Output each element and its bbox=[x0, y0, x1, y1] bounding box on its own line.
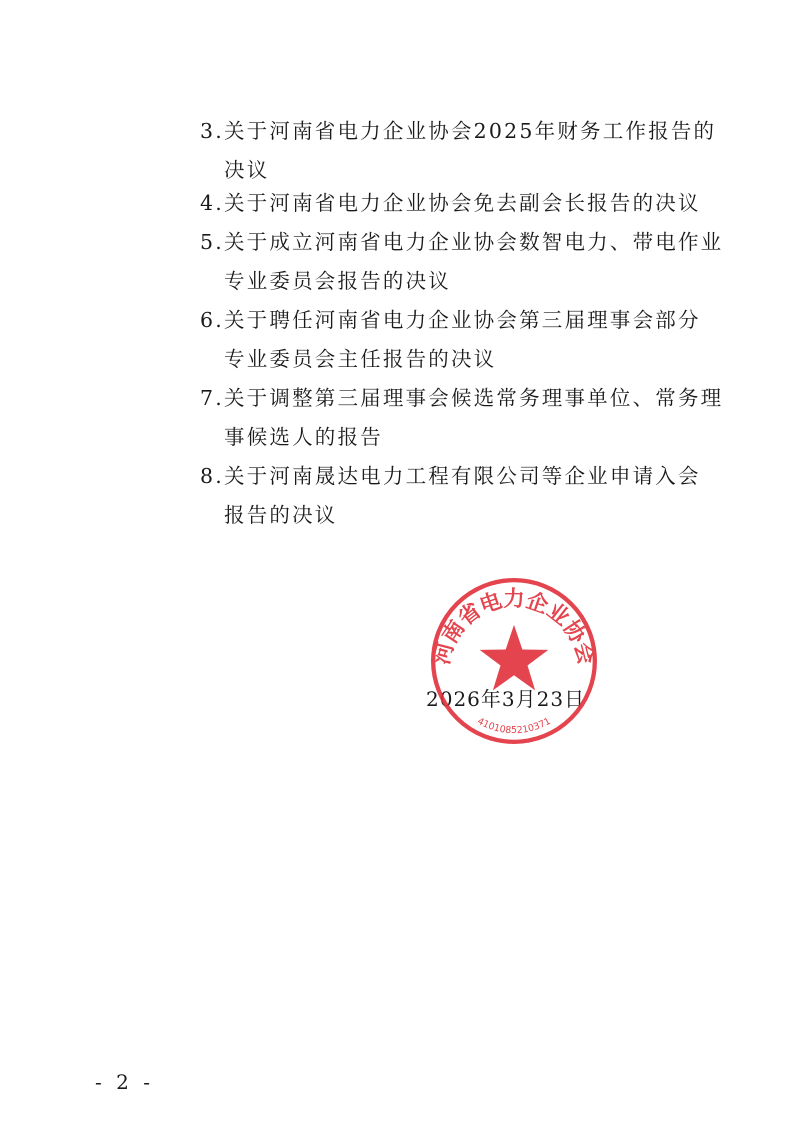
seal-code-text: 4101085210371 bbox=[475, 715, 553, 737]
list-item bbox=[200, 379, 724, 457]
item-number: 5. bbox=[200, 230, 224, 254]
list-item bbox=[200, 301, 700, 379]
item-line-continued: 报告的决议 bbox=[224, 503, 338, 527]
item-text: 关于调整第三届理事会候选常务理事单位、常务理 bbox=[223, 386, 724, 410]
item-line bbox=[200, 112, 717, 151]
item-line-continued: 事候选人的报告 bbox=[224, 425, 383, 449]
item-text: 关于河南省电力企业协会免去副会长报告的决议 bbox=[223, 191, 701, 215]
page-number: - 2 - bbox=[95, 1070, 154, 1094]
item-number: 7. bbox=[200, 386, 224, 410]
item-number: 4. bbox=[200, 191, 224, 215]
item-number: 3. bbox=[200, 119, 224, 143]
item-line bbox=[200, 457, 700, 496]
list-item bbox=[200, 223, 724, 301]
list-item bbox=[200, 112, 717, 190]
item-line bbox=[200, 184, 700, 223]
item-text: 关于聘任河南省电力企业协会第三届理事会部分 bbox=[223, 308, 701, 332]
seal-star bbox=[480, 625, 549, 690]
item-line-continued: 专业委员会报告的决议 bbox=[224, 269, 451, 293]
item-number: 8. bbox=[200, 464, 224, 488]
seal-name-text: 河南省电力企业协会 bbox=[429, 587, 599, 668]
item-line-continued: 专业委员会主任报告的决议 bbox=[224, 347, 497, 371]
item-line bbox=[200, 223, 724, 262]
item-text: 关于河南晟达电力工程有限公司等企业申请入会 bbox=[223, 464, 701, 488]
document-date: 2026年3月23日 bbox=[426, 687, 586, 711]
item-line bbox=[200, 379, 724, 418]
list-item bbox=[200, 184, 700, 223]
list-item bbox=[200, 457, 700, 535]
item-line bbox=[200, 301, 700, 340]
item-line-continued: 决议 bbox=[224, 158, 270, 182]
item-text: 关于成立河南省电力企业协会数智电力、带电作业 bbox=[223, 230, 724, 254]
item-text: 关于河南省电力企业协会2025年财务工作报告的 bbox=[223, 119, 717, 143]
official-seal-icon bbox=[428, 575, 600, 747]
item-number: 6. bbox=[200, 308, 224, 332]
